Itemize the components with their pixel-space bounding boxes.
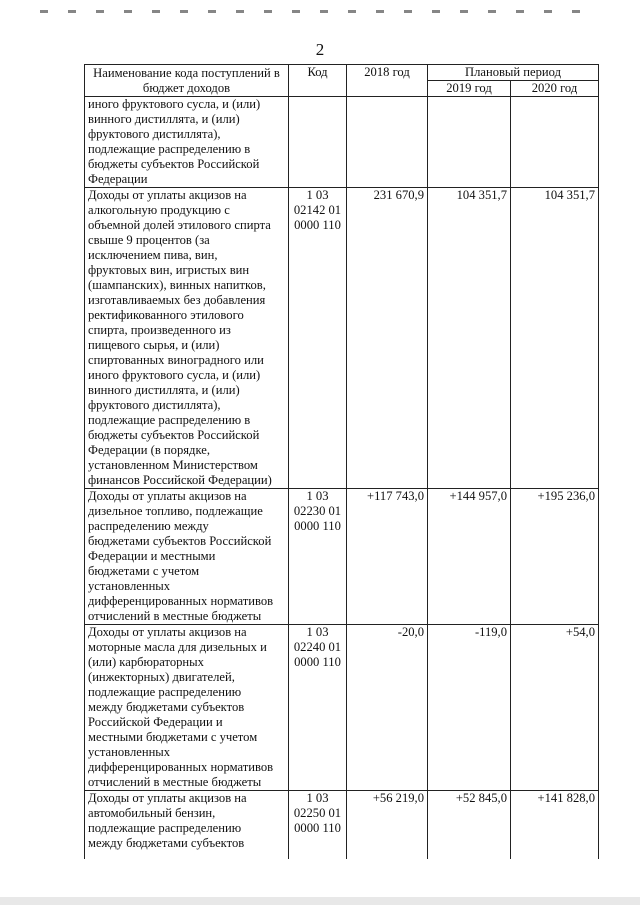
header-2020: 2020 год xyxy=(511,81,599,97)
row-code: 1 03 02240 01 0000 110 xyxy=(289,625,347,791)
row-2020-value: +54,0 xyxy=(511,625,599,791)
row-2019-value: 104 351,7 xyxy=(428,188,511,489)
row-2019-value: +144 957,0 xyxy=(428,489,511,625)
row-2020-value: +195 236,0 xyxy=(511,489,599,625)
row-name: Доходы от уплаты акцизов на автомобильный бензин, подлежащие распределению между бюджетами субъектов xyxy=(85,791,289,860)
row-code: 1 03 02250 01 0000 110 xyxy=(289,791,347,860)
table-row xyxy=(85,791,599,860)
row-2019-value xyxy=(428,97,511,188)
header-name: Наименование кода поступлений в бюджет доходов xyxy=(85,65,289,97)
header-2019: 2019 год xyxy=(428,81,511,97)
revenue-table xyxy=(84,64,599,859)
row-2018-value: 231 670,9 xyxy=(347,188,428,489)
row-2020-value xyxy=(511,97,599,188)
row-2020-value: 104 351,7 xyxy=(511,188,599,489)
row-2018-value xyxy=(347,97,428,188)
row-name: Доходы от уплаты акцизов на алкогольную продукцию с объемной долей этилового спирта свыше 9 процентов (за исключением пива, вин, фруктовых вин, игристых вин (шампанских), винных напитков, изготавливаемых без добавления ректификованного этилового спирта, произведенного из пищевого сырья, и (или) спиртованных виноградного или иного фруктового сусла, и (или) винного дистиллята, и (или) фруктового дистиллята), подлежащие распределению в бюджеты субъектов Российской Федерации (в порядке, установленном Министерством финансов Российской Федерации) xyxy=(85,188,289,489)
row-2018-value: +117 743,0 xyxy=(347,489,428,625)
row-code xyxy=(289,97,347,188)
table-row xyxy=(85,97,599,188)
row-code: 1 03 02142 01 0000 110 xyxy=(289,188,347,489)
table-row xyxy=(85,188,599,489)
row-name: Доходы от уплаты акцизов на дизельное топливо, подлежащие распределению между бюджетами субъектов Российской Федерации и местными бюджетами с учетом установленных дифференцированных нормативов отчислений в местные бюджеты xyxy=(85,489,289,625)
row-2018-value: -20,0 xyxy=(347,625,428,791)
header-plan-period: Плановый период xyxy=(428,65,599,81)
scan-artifact-top xyxy=(40,10,600,13)
row-2018-value: +56 219,0 xyxy=(347,791,428,860)
header-code: Код xyxy=(289,65,347,97)
row-2019-value: +52 845,0 xyxy=(428,791,511,860)
row-2019-value: -119,0 xyxy=(428,625,511,791)
table-row xyxy=(85,625,599,791)
header-2018: 2018 год xyxy=(347,65,428,97)
row-name: Доходы от уплаты акцизов на моторные масла для дизельных и (или) карбюраторных (инжекторных) двигателей, подлежащие распределению между бюджетами субъектов Российской Федерации и местными бюджетами с учетом установленных дифференцированных нормативов отчислений в местные бюджеты xyxy=(85,625,289,791)
table-row xyxy=(85,489,599,625)
table-header-row xyxy=(85,65,599,81)
scan-artifact-bottom xyxy=(0,897,640,905)
row-name: иного фруктового сусла, и (или) винного дистиллята, и (или) фруктового дистиллята), подлежащие распределению в бюджеты субъектов Российской Федерации xyxy=(85,97,289,188)
row-code: 1 03 02230 01 0000 110 xyxy=(289,489,347,625)
row-2020-value: +141 828,0 xyxy=(511,791,599,860)
page-number: 2 xyxy=(315,40,325,59)
